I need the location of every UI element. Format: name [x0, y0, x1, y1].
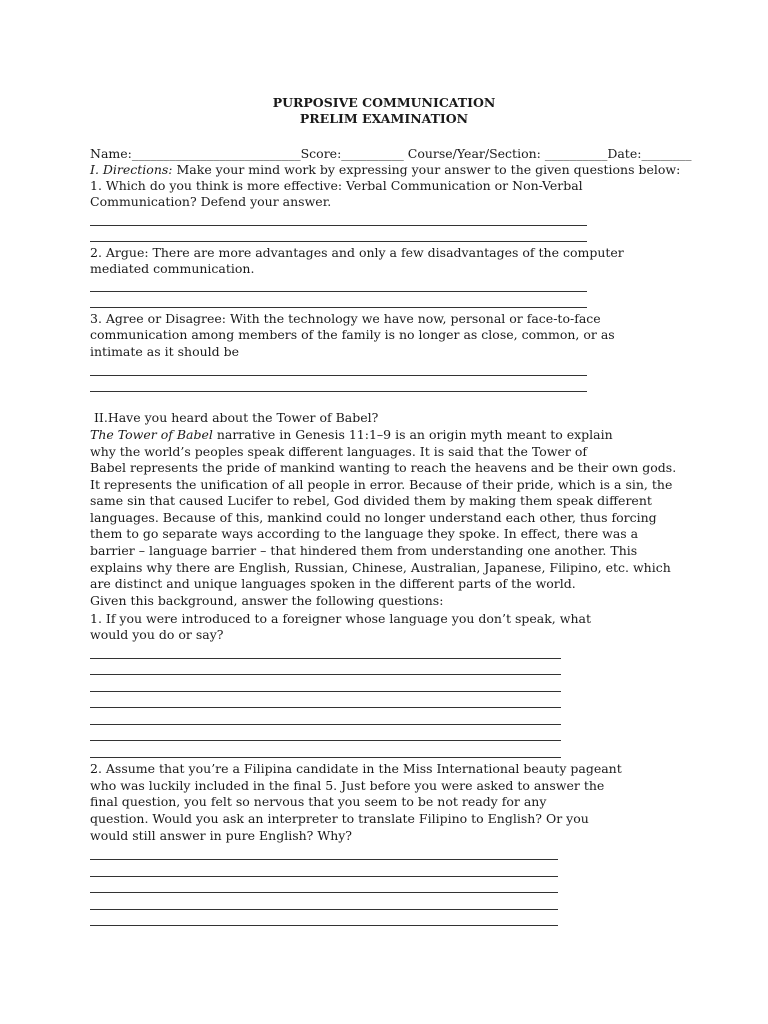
exam-title: PURPOSIVE COMMUNICATION — [272, 95, 496, 110]
answer-line — [90, 375, 587, 376]
answer-line — [90, 876, 558, 877]
babel-italic-title: The Tower of Babel — [90, 427, 213, 442]
directions-label: I. Directions: — [90, 162, 173, 177]
s1-q3-line-2: communication among members of the family is no longer as close, common, or as — [90, 327, 615, 342]
answer-line — [90, 757, 561, 758]
answer-line — [90, 909, 558, 910]
answer-line — [90, 691, 561, 692]
babel-para-line: them to go separate ways according to the language they spoke. In effect, there was a — [90, 526, 639, 541]
babel-para-line-1: The Tower of Babel narrative in Genesis 11:1–9 is an origin myth meant to explain — [90, 427, 613, 442]
babel-para-line: languages. Because of this, mankind could no longer understand each other, thus forcing — [90, 510, 657, 525]
student-info-line: Name:___________________________Score:__________ Course/Year/Section: __________Date:________ — [90, 146, 692, 161]
s1-q1-line-1: 1. Which do you think is more effective: Verbal Communication or Non-Verbal — [90, 178, 583, 193]
exam-subtitle: PRELIM EXAMINATION — [299, 111, 469, 126]
answer-line — [90, 892, 558, 893]
s2-q2-line-2: who was luckily included in the final 5. Just before you were asked to answer the — [90, 778, 605, 793]
answer-line — [90, 307, 587, 308]
s2-q1-line-2: would you do or say? — [90, 627, 224, 642]
answer-line — [90, 859, 558, 860]
answer-line — [90, 658, 561, 659]
s2-q2-line-1: 2. Assume that you’re a Filipina candidate in the Miss International beauty pageant — [90, 761, 622, 776]
s1-q3-line-1: 3. Agree or Disagree: With the technology we have now, personal or face-to-face — [90, 311, 601, 326]
babel-para-line: are distinct and unique languages spoken in the different parts of the world. — [90, 576, 576, 591]
babel-para-line: why the world’s peoples speak different languages. It is said that the Tower of — [90, 444, 587, 459]
answer-line — [90, 225, 587, 226]
s2-q1-line-1: 1. If you were introduced to a foreigner whose language you don’t speak, what — [90, 611, 591, 626]
s1-q3-line-3: intimate as it should be — [90, 344, 240, 359]
directions — [90, 162, 680, 178]
answer-line — [90, 724, 561, 725]
babel-para-line: It represents the unification of all people in error. Because of their pride, which is a sin, the — [90, 477, 673, 492]
answer-line — [90, 925, 558, 926]
babel-para-line: same sin that caused Lucifer to rebel, God divided them by making them speak different — [90, 493, 652, 508]
directions-text: Make your mind work by expressing your answer to the given questions below: — [172, 162, 681, 177]
s1-q2-line-1: 2. Argue: There are more advantages and only a few disadvantages of the computer — [90, 245, 624, 260]
babel-para-line: Babel represents the pride of mankind wanting to reach the heavens and be their own gods. — [90, 460, 677, 475]
babel-para-line: explains why there are English, Russian, Chinese, Australian, Japanese, Filipino, etc. which — [90, 560, 671, 575]
s1-q1-line-2: Communication? Defend your answer. — [90, 194, 332, 209]
s1-q2-line-2: mediated communication. — [90, 261, 255, 276]
answer-line — [90, 391, 587, 392]
answer-line — [90, 740, 561, 741]
section2-heading: II.Have you heard about the Tower of Babel? — [90, 410, 379, 425]
answer-line — [90, 291, 587, 292]
s2-q2-line-4: question. Would you ask an interpreter to translate Filipino to English? Or you — [90, 811, 589, 826]
s2-q2-line-5: would still answer in pure English? Why? — [90, 828, 353, 843]
babel-instruction: Given this background, answer the following questions: — [90, 593, 444, 608]
answer-line — [90, 674, 561, 675]
s2-q2-line-3: final question, you felt so nervous that you seem to be not ready for any — [90, 794, 547, 809]
babel-para-line: barrier – language barrier – that hindered them from understanding one another. This — [90, 543, 638, 558]
answer-line — [90, 241, 587, 242]
answer-line — [90, 707, 561, 708]
